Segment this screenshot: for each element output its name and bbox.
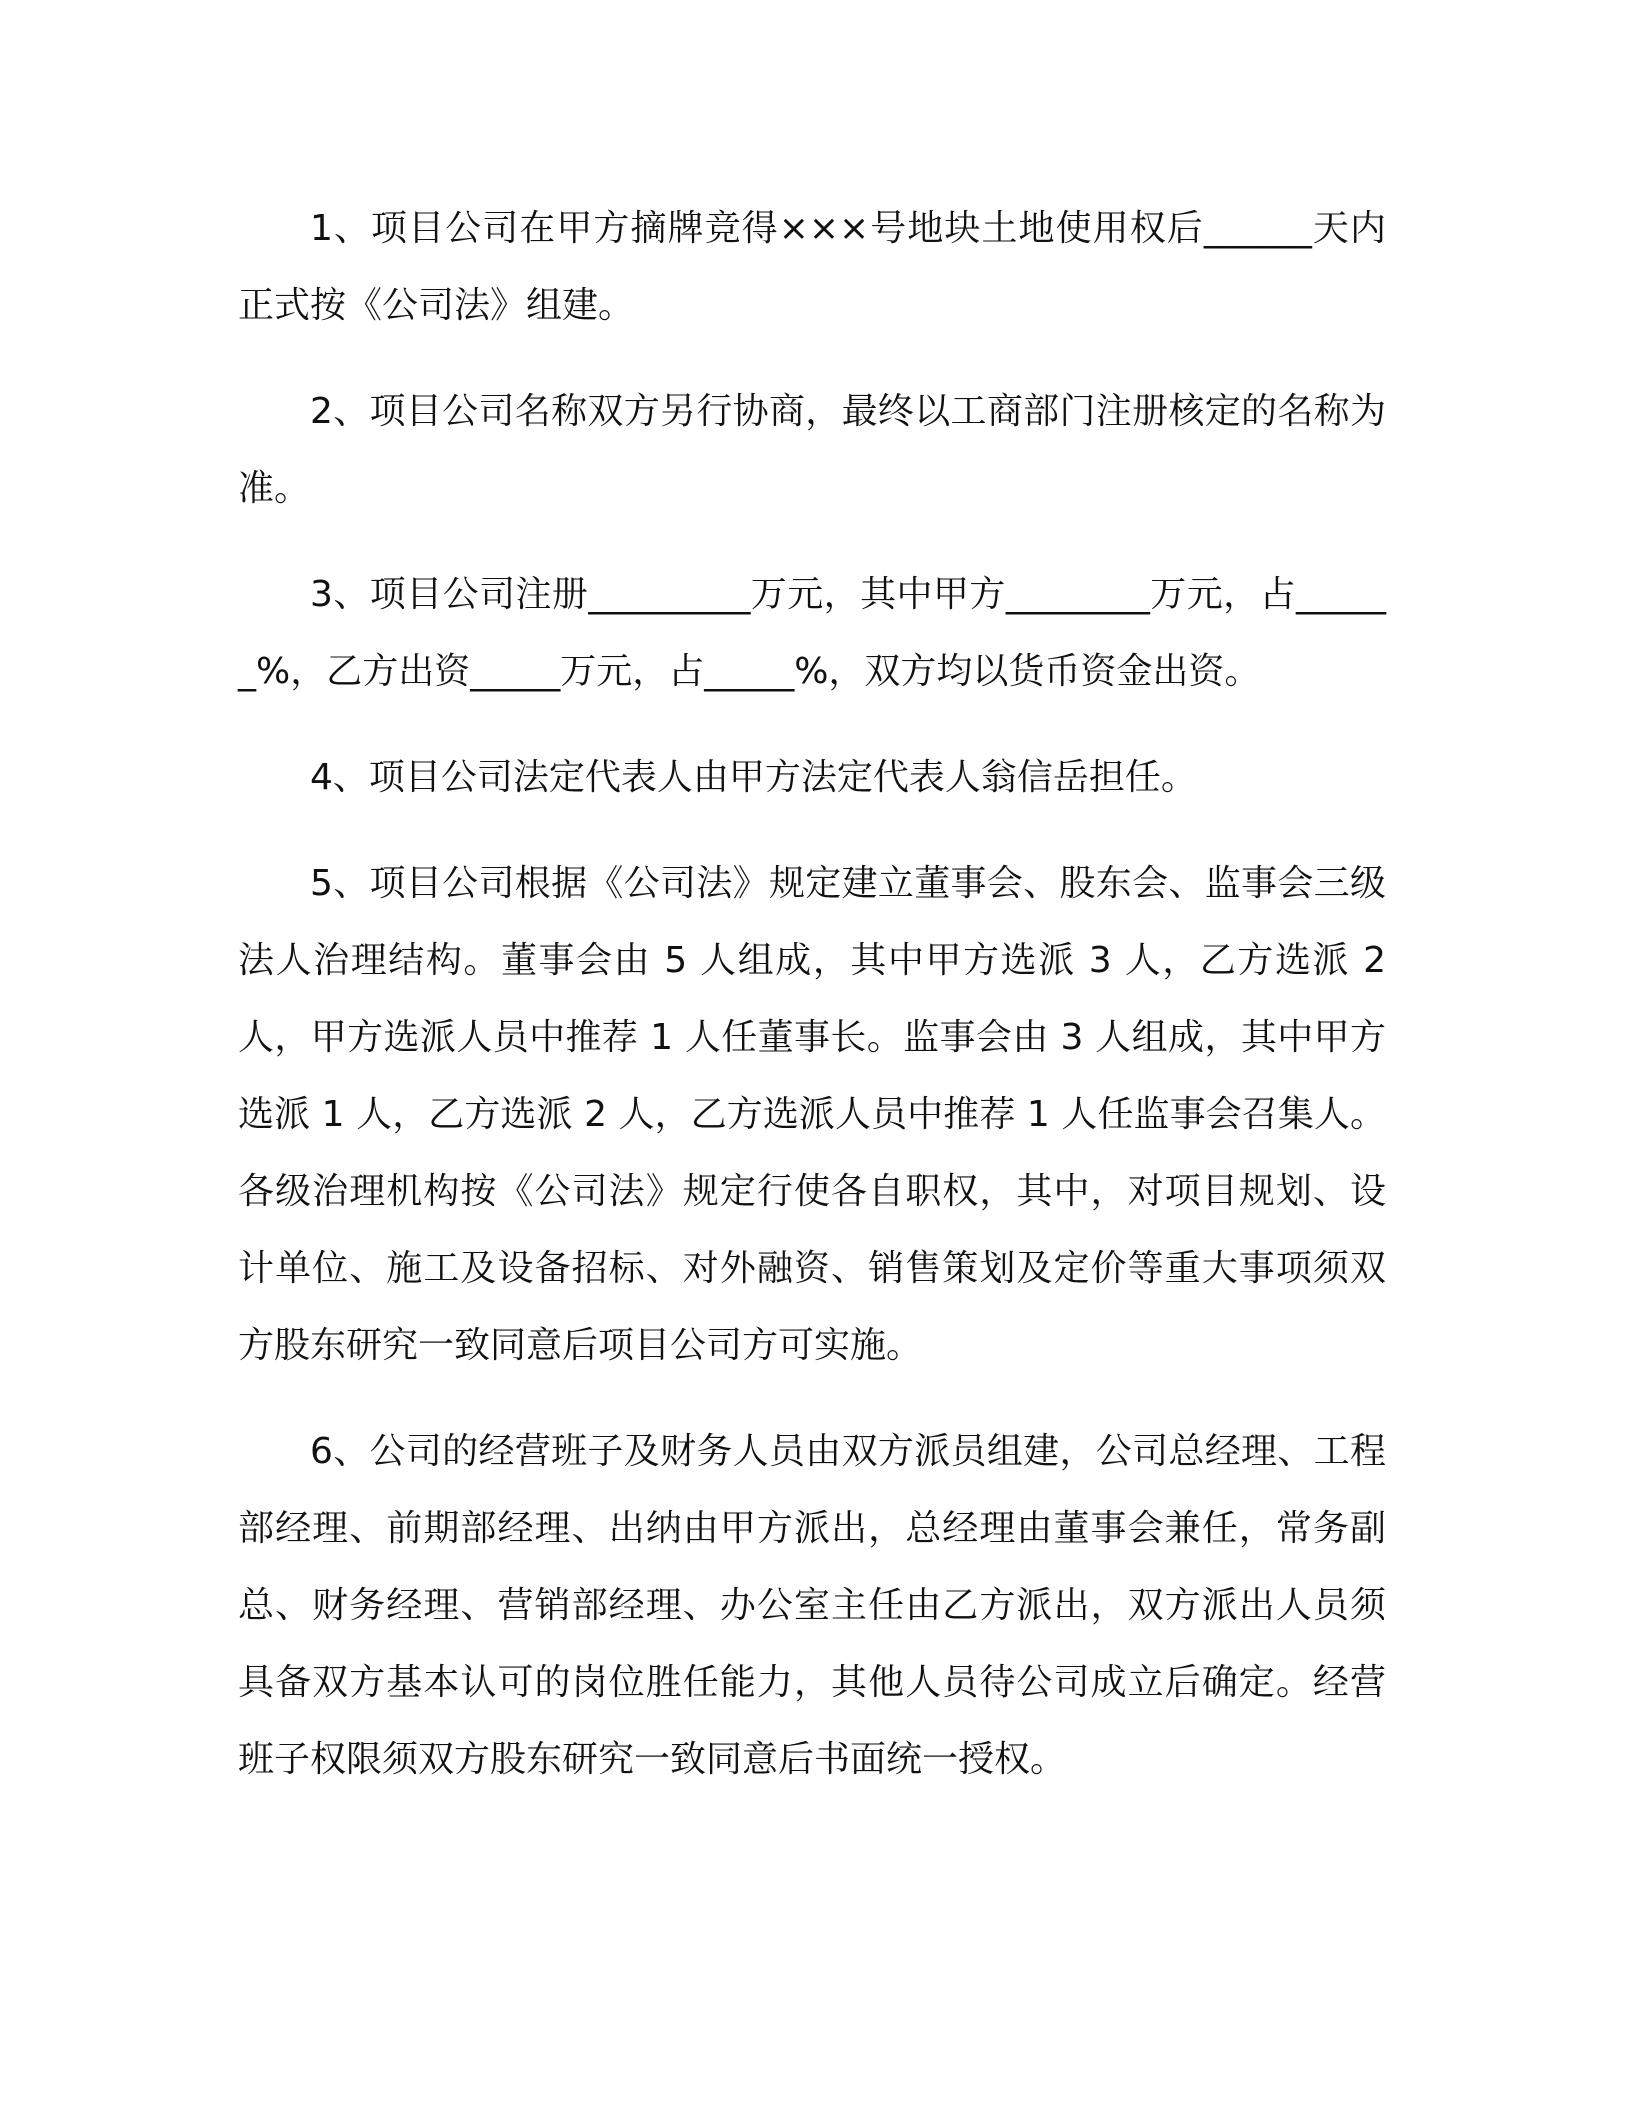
document-body xyxy=(238,190,1386,1827)
clause-1: 1、项目公司在甲方摘牌竞得×××号地块土地使用权后______天内正式按《公司法》组建。 xyxy=(238,208,1386,326)
clause-4: 4、项目公司法定代表人由甲方法定代表人翁信岳担任。 xyxy=(310,757,1197,798)
clause-3: 3、项目公司注册_________万元，其中甲方________万元，占______%，乙方出资_____万元，占_____%，双方均以货币资金出资。 xyxy=(238,574,1386,692)
clause-6: 6、公司的经营班子及财务人员由双方派员组建，公司总经理、工程部经理、前期部经理、出纳由甲方派出，总经理由董事会兼任，常务副总、财务经理、营销部经理、办公室主任由乙方派出，双方派出人员须具备双方基本认可的岗位胜任能力，其他人员待公司成立后确定。经营班子权限须双方股东研究一致同意后书面统一授权。 xyxy=(238,1431,1386,1780)
clause-5: 5、项目公司根据《公司法》规定建立董事会、股东会、监事会三级法人治理结构。董事会由 5 人组成，其中甲方选派 3 人，乙方选派 2 人，甲方选派人员中推荐 1 人任董事长。监事会由 3 人组成，其中甲方选派 1 人，乙方选派 2 人，乙方选派人员中推荐 1 人任监事会召集人。各级治理机构按《公司法》规定行使各自职权，其中，对项目规划、设计单位、施工及设备招标、对外融资、销售策划及定价等重大事项须双方股东研究一致同意后项目公司方可实施。 xyxy=(238,863,1386,1366)
clause-2: 2、项目公司名称双方另行协商，最终以工商部门注册核定的名称为准。 xyxy=(238,391,1386,509)
